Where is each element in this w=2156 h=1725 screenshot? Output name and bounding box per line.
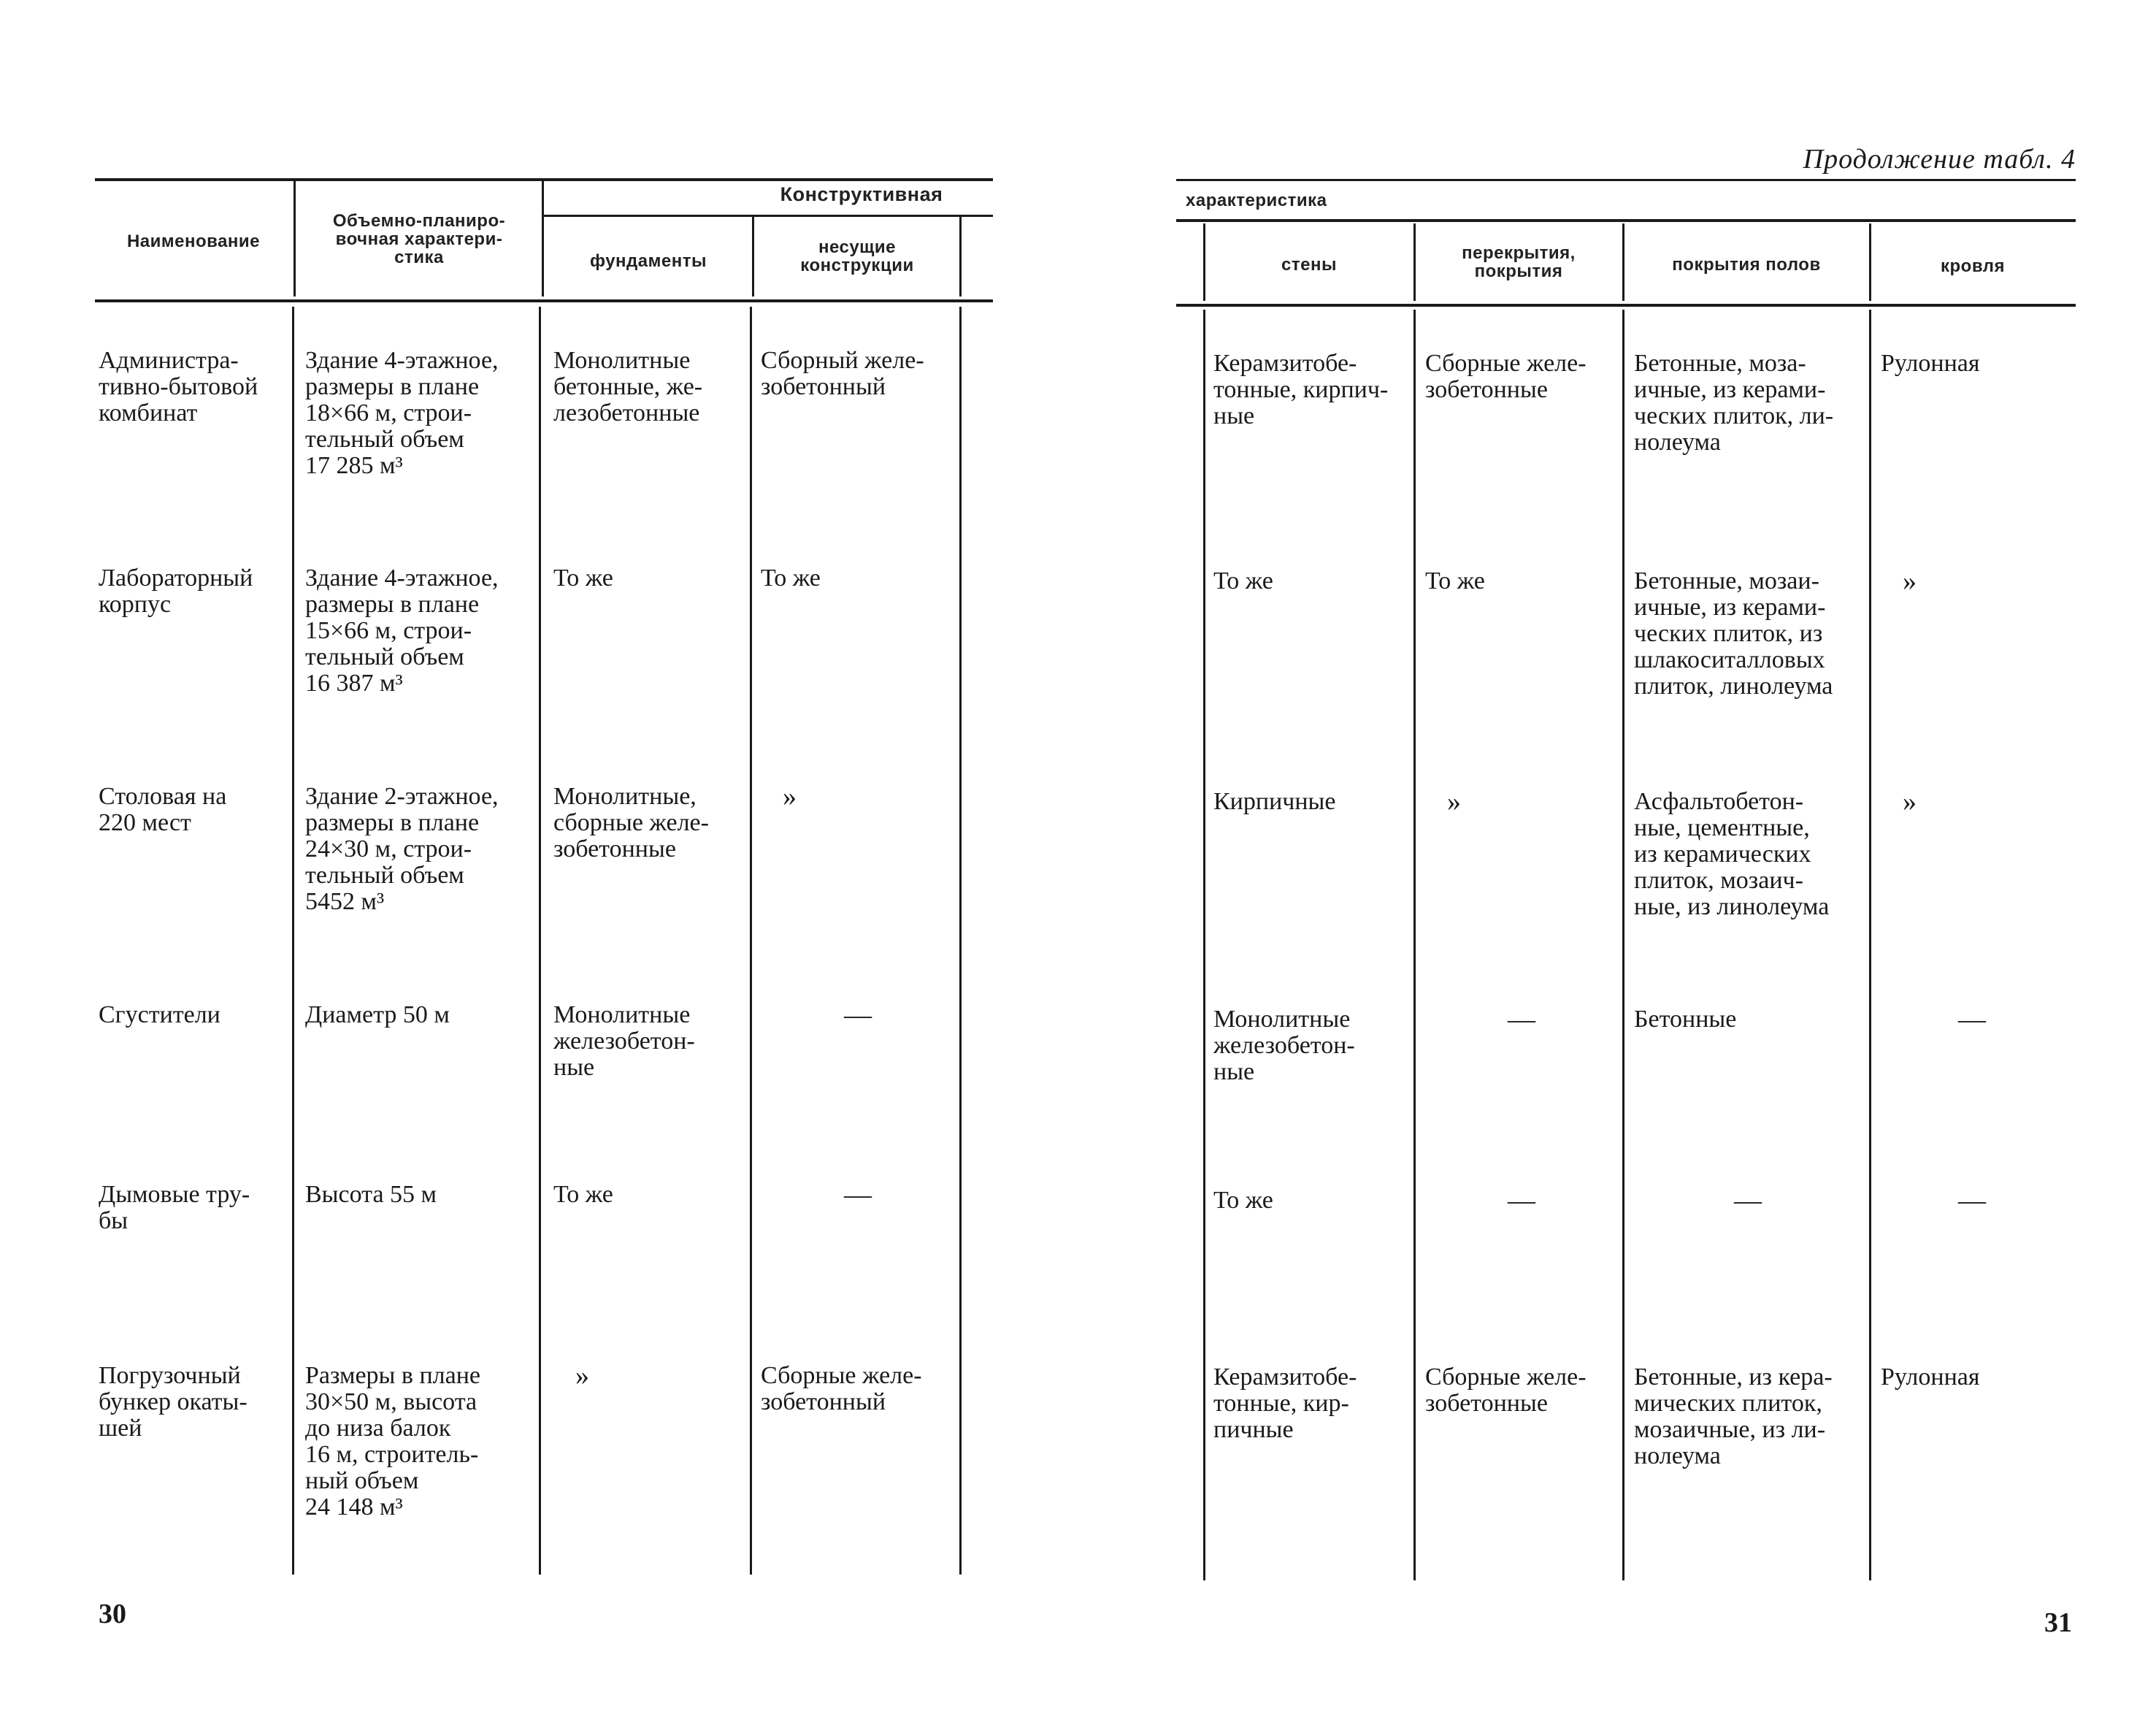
cell-floor-covering: Бетонные, моза- ичные, из керами- ческих плиток, ли- нолеума bbox=[1634, 350, 1834, 456]
column-divider bbox=[1869, 223, 1871, 301]
header-floors: перекрытия, покрытия bbox=[1462, 243, 1576, 281]
cell-floor-covering: Бетонные bbox=[1634, 1006, 1737, 1033]
cell-name: Администра- тивно-бытовой комбинат bbox=[99, 347, 258, 427]
cell-floor-covering: Бетонные, мозаи- ичные, из керами- ческих плиток, из шлакоситалловых плиток, линолеума bbox=[1634, 567, 1833, 700]
cell-roofing: — bbox=[1958, 1004, 1986, 1035]
column-divider bbox=[1203, 223, 1205, 301]
page-number-right: 31 bbox=[2044, 1607, 2072, 1638]
cell-name: Погрузочный бункер окаты- шей bbox=[99, 1362, 248, 1442]
right-page bbox=[1078, 0, 2156, 1725]
cell-floors: » bbox=[1447, 787, 1461, 817]
cell-walls: Кирпичные bbox=[1213, 788, 1336, 815]
cell-roofing: Рулонная bbox=[1881, 1363, 1980, 1391]
header-floor-covering: покрытия полов bbox=[1672, 255, 1821, 275]
cell-floors: Сборные желе- зобетонные bbox=[1425, 1363, 1587, 1417]
cell-roofing: » bbox=[1903, 787, 1917, 817]
column-divider bbox=[750, 307, 752, 1575]
cell-bearing: Сборный желе- зобетонный bbox=[761, 347, 924, 400]
header-roofing: кровля bbox=[1940, 256, 2006, 276]
cell-bearing: То же bbox=[761, 565, 821, 592]
cell-foundations: Монолитные бетонные, же- лезобетонные bbox=[553, 347, 703, 427]
page-number-left: 30 bbox=[99, 1599, 126, 1629]
group-header-rule bbox=[1176, 219, 2076, 222]
column-divider bbox=[1203, 310, 1205, 1580]
table-top-rule bbox=[95, 178, 993, 181]
cell-bearing: Сборные желе- зобетонный bbox=[761, 1362, 922, 1415]
cell-space: Здание 2-этажное, размеры в плане 24×30 м, строи- тельный объем 5452 м³ bbox=[305, 783, 499, 915]
cell-walls: То же bbox=[1213, 567, 1273, 594]
cell-space: Высота 55 м bbox=[305, 1181, 437, 1208]
cell-foundations: Монолитные железобетон- ные bbox=[553, 1001, 695, 1081]
cell-floors: То же bbox=[1425, 567, 1485, 594]
header-bottom-rule bbox=[1176, 304, 2076, 307]
cell-space: Размеры в плане 30×50 м, высота до низа балок 16 м, строитель- ный объем 24 148 м³ bbox=[305, 1362, 480, 1521]
cell-floors: — bbox=[1508, 1185, 1535, 1216]
cell-space: Здание 4-этажное, размеры в плане 18×66 м, строи- тельный объем 17 285 м³ bbox=[305, 347, 499, 479]
header-bearing: несущие конструкции bbox=[800, 237, 914, 275]
cell-space: Здание 4-этажное, размеры в плане 15×66 м, строи- тельный объем 16 387 м³ bbox=[305, 565, 499, 697]
continued-label: Продолжение табл. 4 bbox=[1803, 144, 2076, 175]
column-divider bbox=[959, 307, 962, 1575]
column-divider bbox=[294, 180, 296, 297]
cell-space: Диаметр 50 м bbox=[305, 1001, 450, 1028]
header-group-constructive: Конструктивная bbox=[780, 183, 943, 205]
header-foundations: фундаменты bbox=[590, 251, 707, 271]
cell-name: Дымовые тру- бы bbox=[99, 1181, 250, 1234]
cell-floor-covering: — bbox=[1734, 1185, 1762, 1216]
column-divider bbox=[1413, 223, 1416, 301]
cell-floor-covering: Асфальтобетон- ные, цементные, из керамических плиток, мозаич- ные, из линолеума bbox=[1634, 788, 1830, 920]
column-divider bbox=[1869, 310, 1871, 1580]
cell-name: Лабораторный корпус bbox=[99, 565, 253, 618]
cell-foundations: То же bbox=[553, 565, 613, 592]
cell-floors: Сборные желе- зобетонные bbox=[1425, 350, 1587, 403]
column-divider bbox=[1622, 223, 1624, 301]
cell-bearing: » bbox=[783, 781, 797, 812]
table-top-rule bbox=[1176, 179, 2076, 181]
cell-floors: — bbox=[1508, 1004, 1535, 1035]
cell-walls: Монолитные железобетон- ные bbox=[1213, 1006, 1355, 1085]
cell-name: Столовая на 220 мест bbox=[99, 783, 227, 836]
header-group-characteristic: характеристика bbox=[1186, 191, 1327, 210]
header-walls: стены bbox=[1281, 255, 1337, 275]
cell-roofing: — bbox=[1958, 1185, 1986, 1216]
column-divider bbox=[1413, 310, 1416, 1580]
cell-roofing: » bbox=[1903, 566, 1917, 597]
column-divider bbox=[1622, 310, 1624, 1580]
header-name: Наименование bbox=[126, 232, 261, 251]
group-header-rule bbox=[542, 215, 993, 217]
column-divider bbox=[542, 180, 544, 297]
cell-walls: Керамзитобе- тонные, кир- пичные bbox=[1213, 1363, 1357, 1443]
cell-foundations: Монолитные, сборные желе- зобетонные bbox=[553, 783, 709, 862]
cell-foundations: » bbox=[575, 1361, 589, 1391]
column-divider bbox=[752, 216, 754, 297]
column-divider bbox=[959, 216, 962, 297]
cell-floor-covering: Бетонные, из кера- мических плиток, мозаичные, из ли- нолеума bbox=[1634, 1363, 1833, 1469]
column-divider bbox=[292, 307, 294, 1575]
cell-foundations: То же bbox=[553, 1181, 613, 1208]
cell-name: Сгустители bbox=[99, 1001, 220, 1028]
cell-bearing: — bbox=[844, 1179, 872, 1210]
header-space-planning: Объемно-планиро- вочная характери- стика bbox=[332, 211, 506, 267]
cell-walls: То же bbox=[1213, 1187, 1273, 1214]
cell-roofing: Рулонная bbox=[1881, 350, 1980, 377]
column-divider bbox=[539, 307, 541, 1575]
cell-bearing: — bbox=[844, 1000, 872, 1030]
header-bottom-rule bbox=[95, 299, 993, 302]
cell-walls: Керамзитобе- тонные, кирпич- ные bbox=[1213, 350, 1389, 429]
